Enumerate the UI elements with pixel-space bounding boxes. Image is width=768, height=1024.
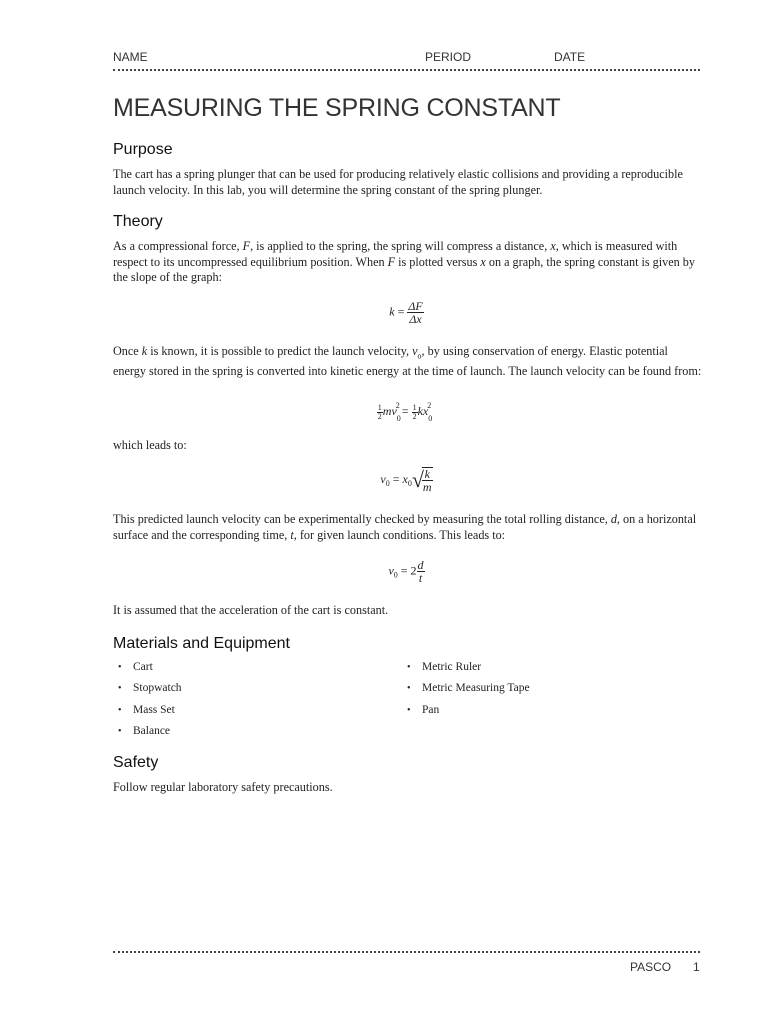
date-label: DATE (554, 50, 586, 64)
theory-paragraph-4: This predicted launch velocity can be experimentally checked by measuring the total rolling distance, d, on a horizontal surface and the corresponding time, t, for given launch conditions. This leads to: (113, 512, 697, 542)
footer (113, 960, 700, 976)
theory-paragraph-5: It is assumed that the acceleration of the cart is constant. (113, 603, 389, 617)
safety-text: Follow regular laboratory safety precautions. (113, 780, 333, 794)
page-title: MEASURING THE SPRING CONSTANT (113, 94, 561, 122)
list-item: • Metric Ruler (402, 660, 530, 681)
list-item: • Mass Set (113, 703, 182, 724)
equation-launch-velocity: $v_0 = x_0√$ $\frac{k}{m}$ (380, 467, 432, 494)
equation-measured-velocity: $v_0 = 2$ $\frac{d}{t}$ (388, 558, 424, 585)
purpose-text: The cart has a spring plunger that can be used for producing relatively elastic collisions and providing a reproducible launch velocity. In this lab, you will determine the spring constant of the spring plunger. (113, 167, 683, 197)
theory-paragraph-2: Once k is known, it is possible to predict the launch velocity, $v_o$, by using conservation of energy. Elastic potential energy stored in the spring is converted into kinetic energy at the time of launch. The launch velocity can be found from: (113, 344, 702, 378)
list-item: • Metric Measuring Tape (402, 681, 530, 702)
period-label: PERIOD (425, 50, 472, 64)
equation-spring-constant: k = $\frac{\Delta F}{\Delta x}$ (389, 299, 423, 326)
materials-list-right (402, 660, 530, 724)
list-item: • Stopwatch (113, 681, 182, 702)
list-item: • Cart (113, 660, 182, 681)
header-divider (113, 69, 700, 71)
theory-heading: Theory (113, 213, 163, 230)
name-label: NAME (113, 50, 148, 64)
materials-list-left (113, 660, 182, 745)
page-number: 1 (693, 960, 700, 974)
footer-divider (113, 951, 700, 953)
list-item: • Pan (402, 703, 530, 724)
materials-heading: Materials and Equipment (113, 635, 290, 652)
header-fields (113, 50, 700, 64)
list-item: • Balance (113, 724, 182, 745)
purpose-heading: Purpose (113, 141, 173, 158)
equation-energy: $\frac{1}{2}$ $mv_0^2$ = $\frac{1}{2}$ $kx_0^2$ (377, 401, 433, 424)
theory-paragraph-1: As a compressional force, F, is applied to the spring, the spring will compress a distance, x, which is measured with respect to its uncompressed equilibrium position. When F is plotted versus x on a graph, the spring constant is given by the slope of the graph: (113, 239, 695, 284)
safety-heading: Safety (113, 754, 159, 771)
footer-brand: PASCO (630, 960, 672, 974)
theory-paragraph-3: which leads to: (113, 438, 187, 452)
